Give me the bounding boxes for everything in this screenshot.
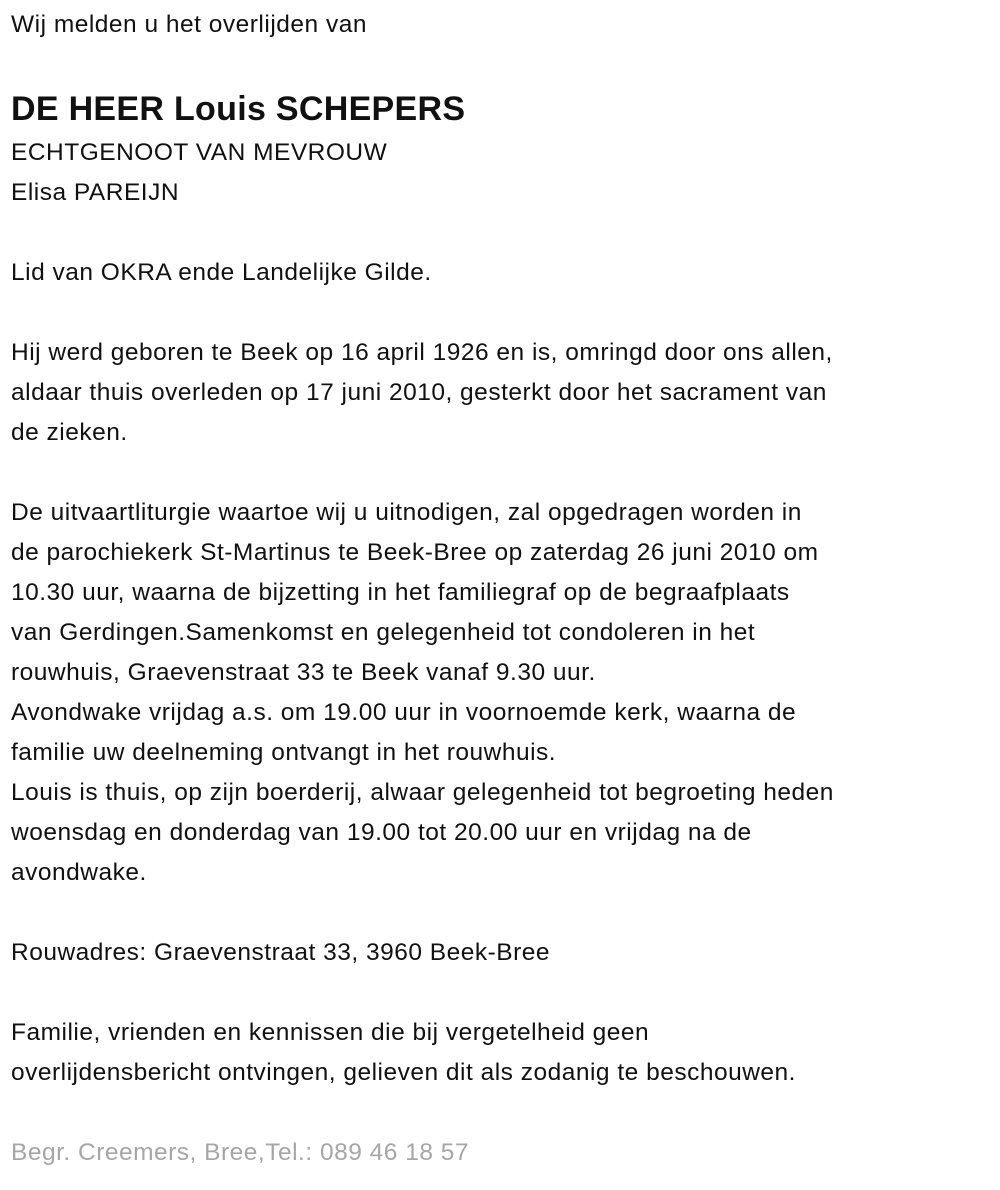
funeral-paragraph — [11, 493, 1000, 893]
paragraph-line: avondwake. — [11, 859, 147, 886]
paragraph-line: aldaar thuis overleden op 17 juni 2010, gesterkt door het sacrament van — [11, 379, 827, 406]
paragraph-line: rouwhuis, Graevenstraat 33 te Beek vanaf 9.30 uur. — [11, 659, 596, 686]
paragraph-line: overlijdensbericht ontvingen, gelieven dit als zodanig te beschouwen. — [11, 1059, 796, 1086]
spouse-name: Elisa PAREIJN — [11, 179, 180, 206]
birth-death-paragraph — [11, 333, 1000, 453]
notice-paragraph — [11, 1013, 1000, 1093]
paragraph-line: van Gerdingen.Samenkomst en gelegenheid tot condoleren in het — [11, 619, 756, 646]
paragraph-line: familie uw deelneming ontvangt in het rouwhuis. — [11, 739, 557, 766]
mourning-address: Rouwadres: Graevenstraat 33, 3960 Beek-Bree — [11, 939, 551, 966]
paragraph-line: de parochiekerk St-Martinus te Beek-Bree op zaterdag 26 juni 2010 om — [11, 539, 819, 566]
spouse-label: ECHTGENOOT VAN MEVROUW — [11, 139, 388, 166]
intro-text: Wij melden u het overlijden van — [11, 11, 367, 38]
paragraph-line: Familie, vrienden en kennissen die bij vergetelheid geen — [11, 1019, 650, 1046]
membership-text: Lid van OKRA ende Landelijke Gilde. — [11, 259, 432, 286]
paragraph-line: de zieken. — [11, 419, 128, 446]
paragraph-line: 10.30 uur, waarna de bijzetting in het familiegraf op de begraafplaats — [11, 579, 790, 606]
paragraph-line: woensdag en donderdag van 19.00 tot 20.00 uur en vrijdag na de — [11, 819, 752, 846]
paragraph-line: Hij werd geboren te Beek op 16 april 1926 en is, omringd door ons allen, — [11, 339, 833, 366]
paragraph-line: De uitvaartliturgie waartoe wij u uitnodigen, zal opgedragen worden in — [11, 499, 802, 526]
paragraph-line: Louis is thuis, op zijn boerderij, alwaar gelegenheid tot begroeting heden — [11, 779, 834, 806]
paragraph-line: Avondwake vrijdag a.s. om 19.00 uur in voornoemde kerk, waarna de — [11, 699, 797, 726]
deceased-name: DE HEER Louis SCHEPERS — [11, 90, 466, 128]
funeral-home-footer: Begr. Creemers, Bree,Tel.: 089 46 18 57 — [11, 1139, 470, 1166]
